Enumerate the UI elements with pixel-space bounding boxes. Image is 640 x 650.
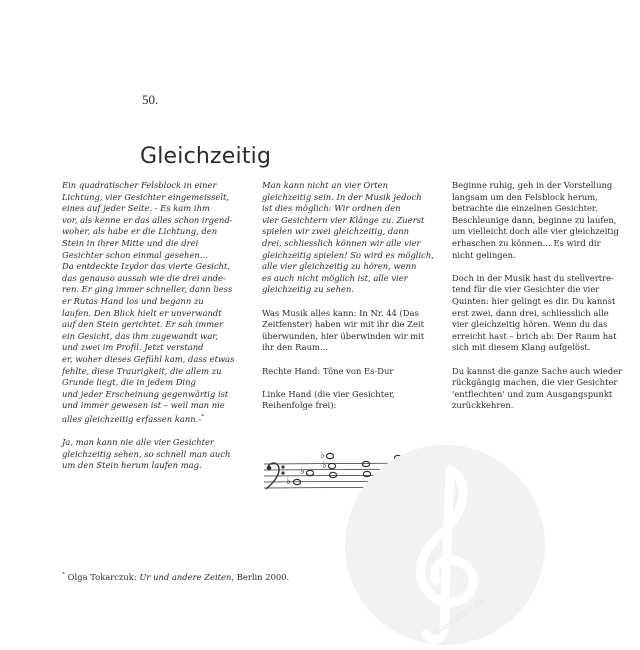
story-line: ren. Er ging immer schneller, dann liess (62, 284, 233, 295)
column-story (62, 180, 248, 483)
text-line: zurückkehren. (452, 400, 514, 411)
footnote-rest: , Berlin 2000. (231, 572, 290, 582)
text-line: gleichzeitig spielen! So wird es möglich, (262, 249, 434, 260)
instruction-paragraph-1 (452, 180, 634, 261)
text-line: Quinten: hier gelingt es dir. Du kannst (452, 295, 616, 306)
footnote-ref: ° (201, 413, 205, 421)
footnote-work: Ur und andere Zeiten (139, 572, 232, 582)
story-line: Lichtung, vier Gesichter eingemeisselt, (62, 191, 230, 202)
text-line: erst zwei, dann drei, schliesslich alle (452, 307, 609, 318)
story-line: und zwei im Profil. Jetzt verstand (62, 342, 204, 353)
text-line: alle vier gleichzeitig zu hören, wenn (262, 261, 417, 272)
footnote (62, 572, 289, 582)
footnote-mark: ° (62, 572, 65, 579)
story-line: laufen. Den Blick hielt er unverwandt (62, 307, 222, 318)
music-intro-paragraph (262, 180, 444, 296)
story-line: gleichzeitig sehen, so schnell man auch (62, 448, 231, 459)
text-line: Du kannst die ganze Sache auch wieder (452, 365, 623, 376)
story-line: Da entdeckte Izydor das vierte Gesicht, (62, 261, 231, 272)
text-line: Reihenfolge frei): (262, 400, 337, 411)
story-line: Ein quadratischer Felsblock in einer (62, 180, 217, 190)
text-line: langsam um den Felsblock herum, (452, 191, 598, 202)
text-line: überwunden, hier überwinden wir mit (262, 330, 425, 341)
story-line: ein Gesicht, das ihm zugewandt war, (62, 330, 219, 341)
footnote-author: Olga Tokarczuk: (67, 572, 137, 582)
story-line: Stein in ihrer Mitte und die drei (62, 237, 199, 248)
page-number: 50. (142, 92, 159, 107)
text-line: ihr den Raum… (262, 342, 329, 353)
text-line: 'entflechten' und zum Ausgangspunkt (452, 388, 613, 399)
svg-text:♭: ♭ (286, 476, 291, 487)
svg-text:♭: ♭ (322, 460, 327, 471)
text-line: Man kann nicht an vier Orten (262, 180, 388, 190)
story-line: Gesichter schon einmal gesehen… (62, 249, 209, 260)
text-line: vier Gesichtern vier Klänge zu. Zuerst (262, 214, 425, 225)
text-line: Linke Hand (die vier Gesichter, (262, 388, 395, 399)
text-line: Beginne ruhig, geh in der Vorstellung (452, 180, 613, 190)
watermark-text: alle-noten.de (432, 595, 487, 639)
story-line: vor, als kenne er das alles schon irgend- (62, 214, 233, 225)
svg-text:♭: ♭ (300, 466, 305, 477)
story-line: Grunde liegt, die in jedem Ding (62, 377, 196, 388)
instruction-paragraph-3 (452, 366, 634, 412)
story-line: er Rutas Hand los und begann zu (62, 295, 204, 306)
instruction-paragraph-2 (452, 273, 634, 354)
story-line: fehlte, diese Traurigkeit, die allem zu (62, 365, 222, 376)
story-paragraph-2 (62, 437, 248, 472)
text-line: es auch nicht möglich ist, alle vier (262, 272, 408, 283)
column-music (262, 180, 444, 423)
text-line: erreicht hast – brich ab: Der Raum hat (452, 330, 617, 341)
text-line: betrachte die einzelnen Gesichter. (452, 203, 598, 214)
text-line: um vielleicht doch alle vier gleichzeitig (452, 226, 619, 237)
left-hand-instruction (262, 389, 444, 412)
treble-clef-watermark-icon (340, 440, 550, 650)
story-line: und immer gewesen ist – weil man nie (62, 400, 225, 411)
text-line: Beschleunige dann, beginne zu laufen, (452, 214, 617, 225)
text-line: drei, schliesslich können wir alle vier (262, 237, 421, 248)
text-line: Was Musik alles kann: In Nr. 44 (Das (262, 307, 419, 318)
music-paragraph (262, 308, 444, 354)
text-line: tend für die vier Gesichter die vier (452, 284, 600, 295)
story-line: eines auf jeder Seite. - Es kam ihm (62, 203, 210, 214)
text-line: Zeitfenster) haben wir mit ihr die Zeit (262, 319, 424, 330)
story-line: um den Stein herum laufen mag. (62, 460, 202, 471)
story-line: das genauso aussah wie die drei ande- (62, 272, 226, 283)
text-line: Doch in der Musik hast du stellvertre- (452, 272, 614, 283)
text-line: gleichzeitig zu sehen. (262, 284, 355, 295)
text-line: nicht gelingen. (452, 249, 516, 260)
svg-text:♭: ♭ (320, 450, 325, 461)
chord-1-notes (286, 466, 314, 487)
chapter-title: Gleichzeitig (140, 144, 272, 169)
story-line: woher, als habe er die Lichtung, den (62, 226, 218, 237)
story-line: und jeder Erscheinung gegenwärtig ist (62, 388, 229, 399)
text-line: rückgängig machen, die vier Gesichter (452, 377, 618, 388)
story-line: Ja, man kann nie alle vier Gesichter (62, 437, 214, 448)
story-line: er, woher dieses Gefühl kam, dass etwas (62, 353, 235, 364)
text-line: erhaschen zu können… Es wird dir (452, 237, 601, 248)
text-line: vier gleichzeitig hören. Wenn du das (452, 319, 608, 330)
right-hand-instruction: Rechte Hand: Töne von Es-Dur (262, 365, 394, 376)
text-line: gleichzeitig sein. In der Musik jedoch (262, 191, 422, 202)
column-instructions (452, 180, 634, 423)
story-paragraph (62, 180, 248, 425)
text-line: ist dies möglich: Wir ordnen den (262, 203, 401, 214)
story-line: auf den Stein gerichtet. Er sah immer (62, 319, 224, 330)
story-line: alles gleichzeitig erfassen kann.- (62, 413, 202, 424)
text-line: spielen wir zwei gleichzeitig, dann (262, 226, 410, 237)
text-line: sich mit diesem Klang aufgelöst. (452, 342, 591, 353)
